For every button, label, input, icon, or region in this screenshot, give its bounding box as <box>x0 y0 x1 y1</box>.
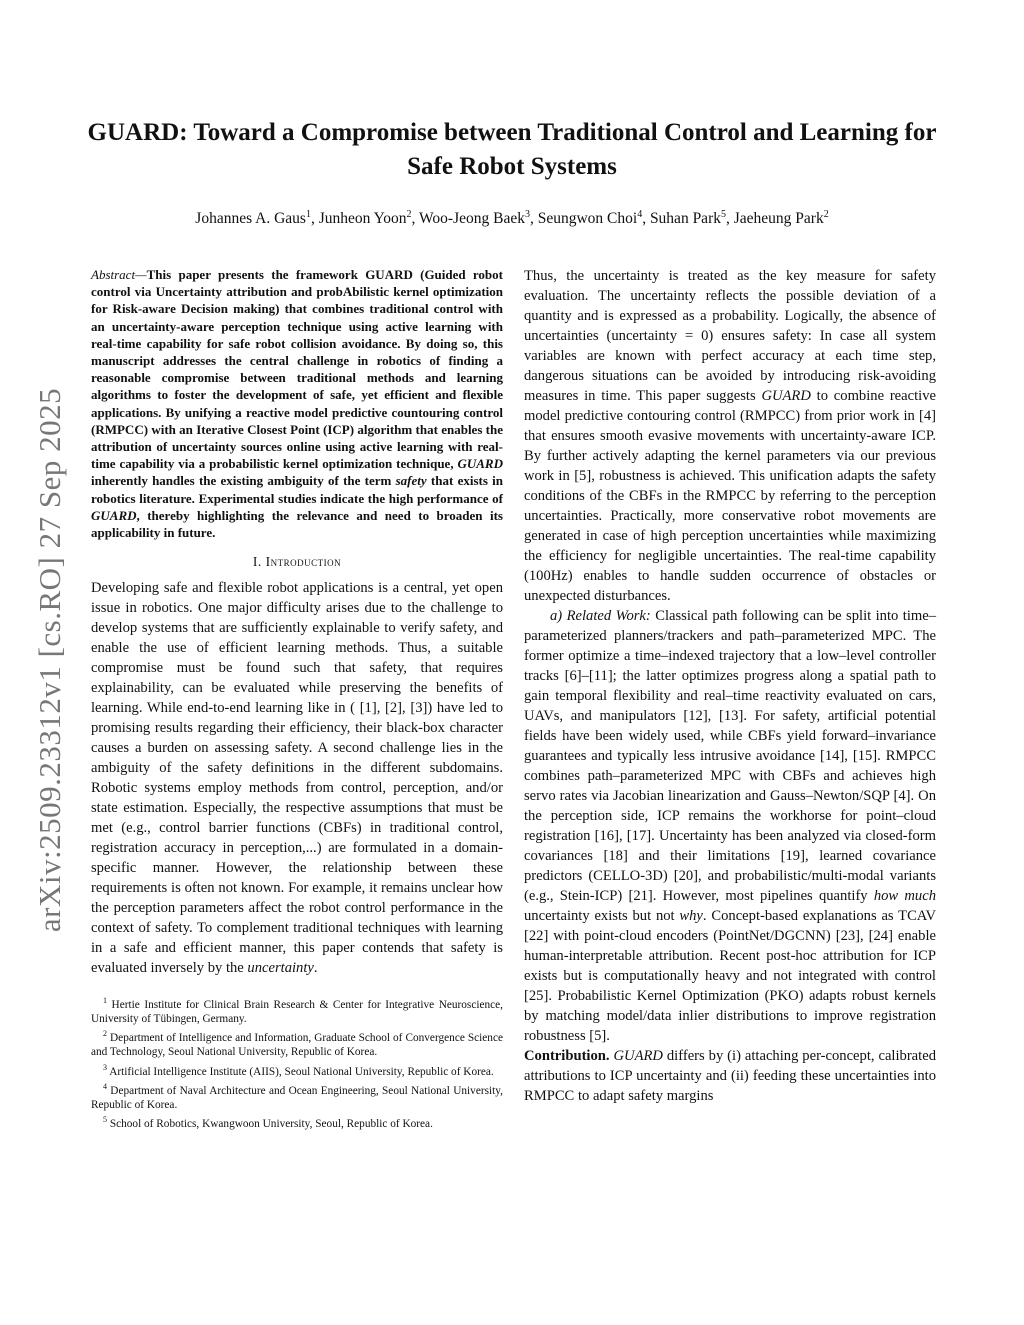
footnote <box>91 994 503 1026</box>
footnote <box>91 1061 503 1079</box>
abstract-text: inherently handles the existing ambiguity of the term <box>91 473 396 489</box>
emphasis-text: why <box>679 908 703 924</box>
paragraph-text: . Concept-based explanations as TCAV [22] with point-cloud encoders (PointNet/DGCNN) [23], [24] enable human-interpretable attribution. Recent post-hoc attribution for ICP exists but is computationally heavy and not integrated with control [25]. Probabilistic Kernel Optimization (PKO) adapts robust kernels by matching model/data inlier distributions to improve registration robustness [5]. <box>524 908 937 1044</box>
abstract-emphasis: GUARD <box>457 456 503 472</box>
footnote-text: Hertie Institute for Clinical Brain Research & Center for Integrative Neuroscience, University of Tübingen, Germany. <box>91 999 503 1026</box>
paragraph-text: differs by (i) attaching per-concept, calibrated attributions to ICP uncertainty and (ii) feeding these uncertainties into RMPCC to adapt safety margins <box>524 1048 936 1104</box>
author-name: Woo-Jeong Baek <box>419 210 525 227</box>
author-affiliation: 1 <box>305 208 311 220</box>
footnote-text: Artificial Intelligence Institute (AIIS), Seoul National University, Republic of Korea. <box>109 1065 494 1078</box>
footnote <box>91 1080 503 1112</box>
section-title: Introduction <box>265 554 342 570</box>
abstract-text: This paper presents the framework GUARD (Guided robot control via Uncertainty attribution and probAbilistic kernel optimization for Risk-aware Decision making) that combines traditional control with an uncertainty-aware perception technique using active learning with real-time capability for safe robot collision avoidance. By doing so, this manuscript addresses the central challenge in robotics of finding a reasonable compromise between traditional methods and learning algorithms to foster the development of safe, yet efficient and flexible applications. By unifying a reactive model predictive countouring control (RMPCC) with an Iterative Closest Point (ICP) algorithm that enables the attribution of uncertainty sources online using active learning with real-time capability via a probabilistic kernel optimization technique, <box>91 267 503 472</box>
section-numeral: I. <box>252 554 266 570</box>
abstract-label: Abstract— <box>91 267 147 282</box>
arxiv-identifier: arXiv:2509.23312v1 [cs.RO] 27 Sep 2025 <box>32 387 67 933</box>
paragraph-text: Thus, the uncertainty is treated as the key measure for safety evaluation. The uncertainty reflects the possible deviation of a quantity and is expressed as a probability. Logically, the absence of uncertainties (uncertainty = 0) ensures safety: In case all system variables are known with perfect accuracy at each time step, dangerous situations can be avoided by introducing risk-avoiding measures in time. This paper suggests <box>524 268 936 404</box>
author-name: Suhan Park <box>649 210 721 227</box>
author-name: Johannes A. Gaus <box>195 210 306 227</box>
paragraph-text: Classical path following can be split into time–parameterized planners/trackers and path–parameterized MPC. The former optimize a time–indexed trajectory that a low–level controller tracks [6]–[11]; the latter optimizes progress along a spatial path to gain temporal flexibility and real–time reactivity evaluated on cars, UAVs, and manipulators [12], [13]. For safety, artificial potential fields have been widely used, while CBFs yield forward–invariance guarantees and typically less intrusive avoidance [14], [15]. RMPCC combines path–parameterized MPC with CBFs and achieves high servo rates via Jacobian linearization and Gauss–Newton/SQP [4]. On the perception side, ICP remains the workhorse for point–cloud registration [16], [17]. Uncertainty has been analyzed via closed-form covariances [18] and their limitations [19], learned covariance predictors (CELLO-3D) [20], and probabilistic/multi-modal variants (e.g., Stein-ICP) [21]. However, most pipelines quantify <box>524 608 937 904</box>
footnote-number: 4 <box>103 1081 107 1091</box>
introduction-paragraph <box>91 578 503 978</box>
footnote-number: 5 <box>103 1114 107 1124</box>
abstract-emphasis: GUARD <box>91 507 137 523</box>
footnote <box>91 1027 503 1059</box>
author-affiliation: 2 <box>406 208 412 220</box>
author-list: Johannes A. Gaus$^1$, Junheon Yoon$^2$, Woo-Jeong Baek$^3$, Seungwon Choi$^4$, Suhan Park$^5$, Jaeheung Park$^2$ <box>195 208 829 227</box>
related-work-paragraph <box>524 606 936 1046</box>
footnote-number: 3 <box>103 1062 107 1072</box>
footnote-text: Department of Intelligence and Information, Graduate School of Convergence Science and Technology, Seoul National University, Republic of Korea. <box>91 1032 503 1059</box>
intro-continuation-paragraph <box>524 266 936 606</box>
right-column <box>524 266 936 1106</box>
paragraph-text: . <box>313 960 318 977</box>
abstract-text: that exists in robotics literature. Experimental studies indicate the high performance of <box>91 473 503 506</box>
paragraph-heading: Contribution. <box>524 1048 610 1064</box>
section-heading-introduction <box>91 554 503 570</box>
footnote-text: School of Robotics, Kwangwoon University, Seoul, Republic of Korea. <box>109 1117 433 1130</box>
paragraph-text: Developing safe and flexible robot applications is a central, yet open issue in robotics. One major difficulty arises due to the challenge to develop systems that are sufficiently explainable to verify safety, and enable the use of efficient learning methods. Thus, a suitable compromise must be found such that safety, that requires explainability, can be evaluated while preserving the benefits of learning. While end-to-end learning like in ( [1], [2], [3]) have led to promising results regarding their efficiency, their black-box character causes a burden on assessing safety. A second challenge lies in the ambiguity of the safety definitions in the different subdomains. Robotic systems employ methods from control, perception, and/or state estimation. Especially, the respective assumptions that must be met (e.g., control barrier functions (CBFs) in traditional control, registration accuracy in perception,...) are formulated in a domain-specific manner. However, the relationship between these requirements is often not known. For example, it remains unclear how the perception parameters affect the robot control performance in the context of safety. To complement traditional techniques with learning in a safe and efficient manner, this paper contends that safety is evaluated inversely by the <box>91 580 503 977</box>
paper-title: GUARD: Toward a Compromise between Traditional Control and Learning for Safe Robot Systems <box>87 119 937 180</box>
paragraph-text: to combine reactive model predictive contouring control (RMPCC) from prior work in [4] that ensures smooth evasive movements with uncertainty-aware ICP. By further actively adapting the kernel parameters via our previous work in [5], robustness is achieved. This unification adapts the safety conditions of the CBFs in the RMPCC by referring to the perception uncertainties. Practically, more conservative robot movements are generated in case of high perception uncertainties while maximizing the efficiency for negligible uncertainties. The real-time capability (100Hz) enables to handle sudden occurrence of obstacles or unexpected disturbances. <box>524 388 936 604</box>
footnote-number: 1 <box>103 996 107 1006</box>
author-affiliation: 2 <box>823 208 829 220</box>
abstract <box>91 266 503 541</box>
author-name: Jaeheung Park <box>733 210 824 227</box>
affiliation-footnotes <box>91 994 503 1130</box>
paragraph-heading: a) Related Work: <box>550 608 651 624</box>
footnote-number: 2 <box>103 1029 107 1039</box>
author-affiliation: 5 <box>720 208 726 220</box>
emphasis-text: uncertainty <box>247 960 314 977</box>
author-affiliation: 4 <box>637 208 643 220</box>
abstract-text: , thereby highlighting the relevance and need to broaden its applicability in future. <box>91 507 503 541</box>
emphasis-text: GUARD <box>613 1048 663 1064</box>
footnote <box>91 1113 503 1131</box>
footnote-text: Department of Naval Architecture and Ocean Engineering, Seoul National University, Republic of Korea. <box>91 1084 504 1111</box>
author-name: Junheon Yoon <box>318 210 407 227</box>
author-name: Seungwon Choi <box>537 210 638 227</box>
abstract-emphasis: safety <box>395 473 427 489</box>
contribution-paragraph <box>524 1046 936 1106</box>
emphasis-text: GUARD <box>761 388 811 404</box>
left-column <box>91 266 503 1132</box>
author-affiliation: 3 <box>524 208 530 220</box>
paragraph-text: uncertainty exists but not <box>524 908 680 924</box>
emphasis-text: how much <box>873 888 936 904</box>
